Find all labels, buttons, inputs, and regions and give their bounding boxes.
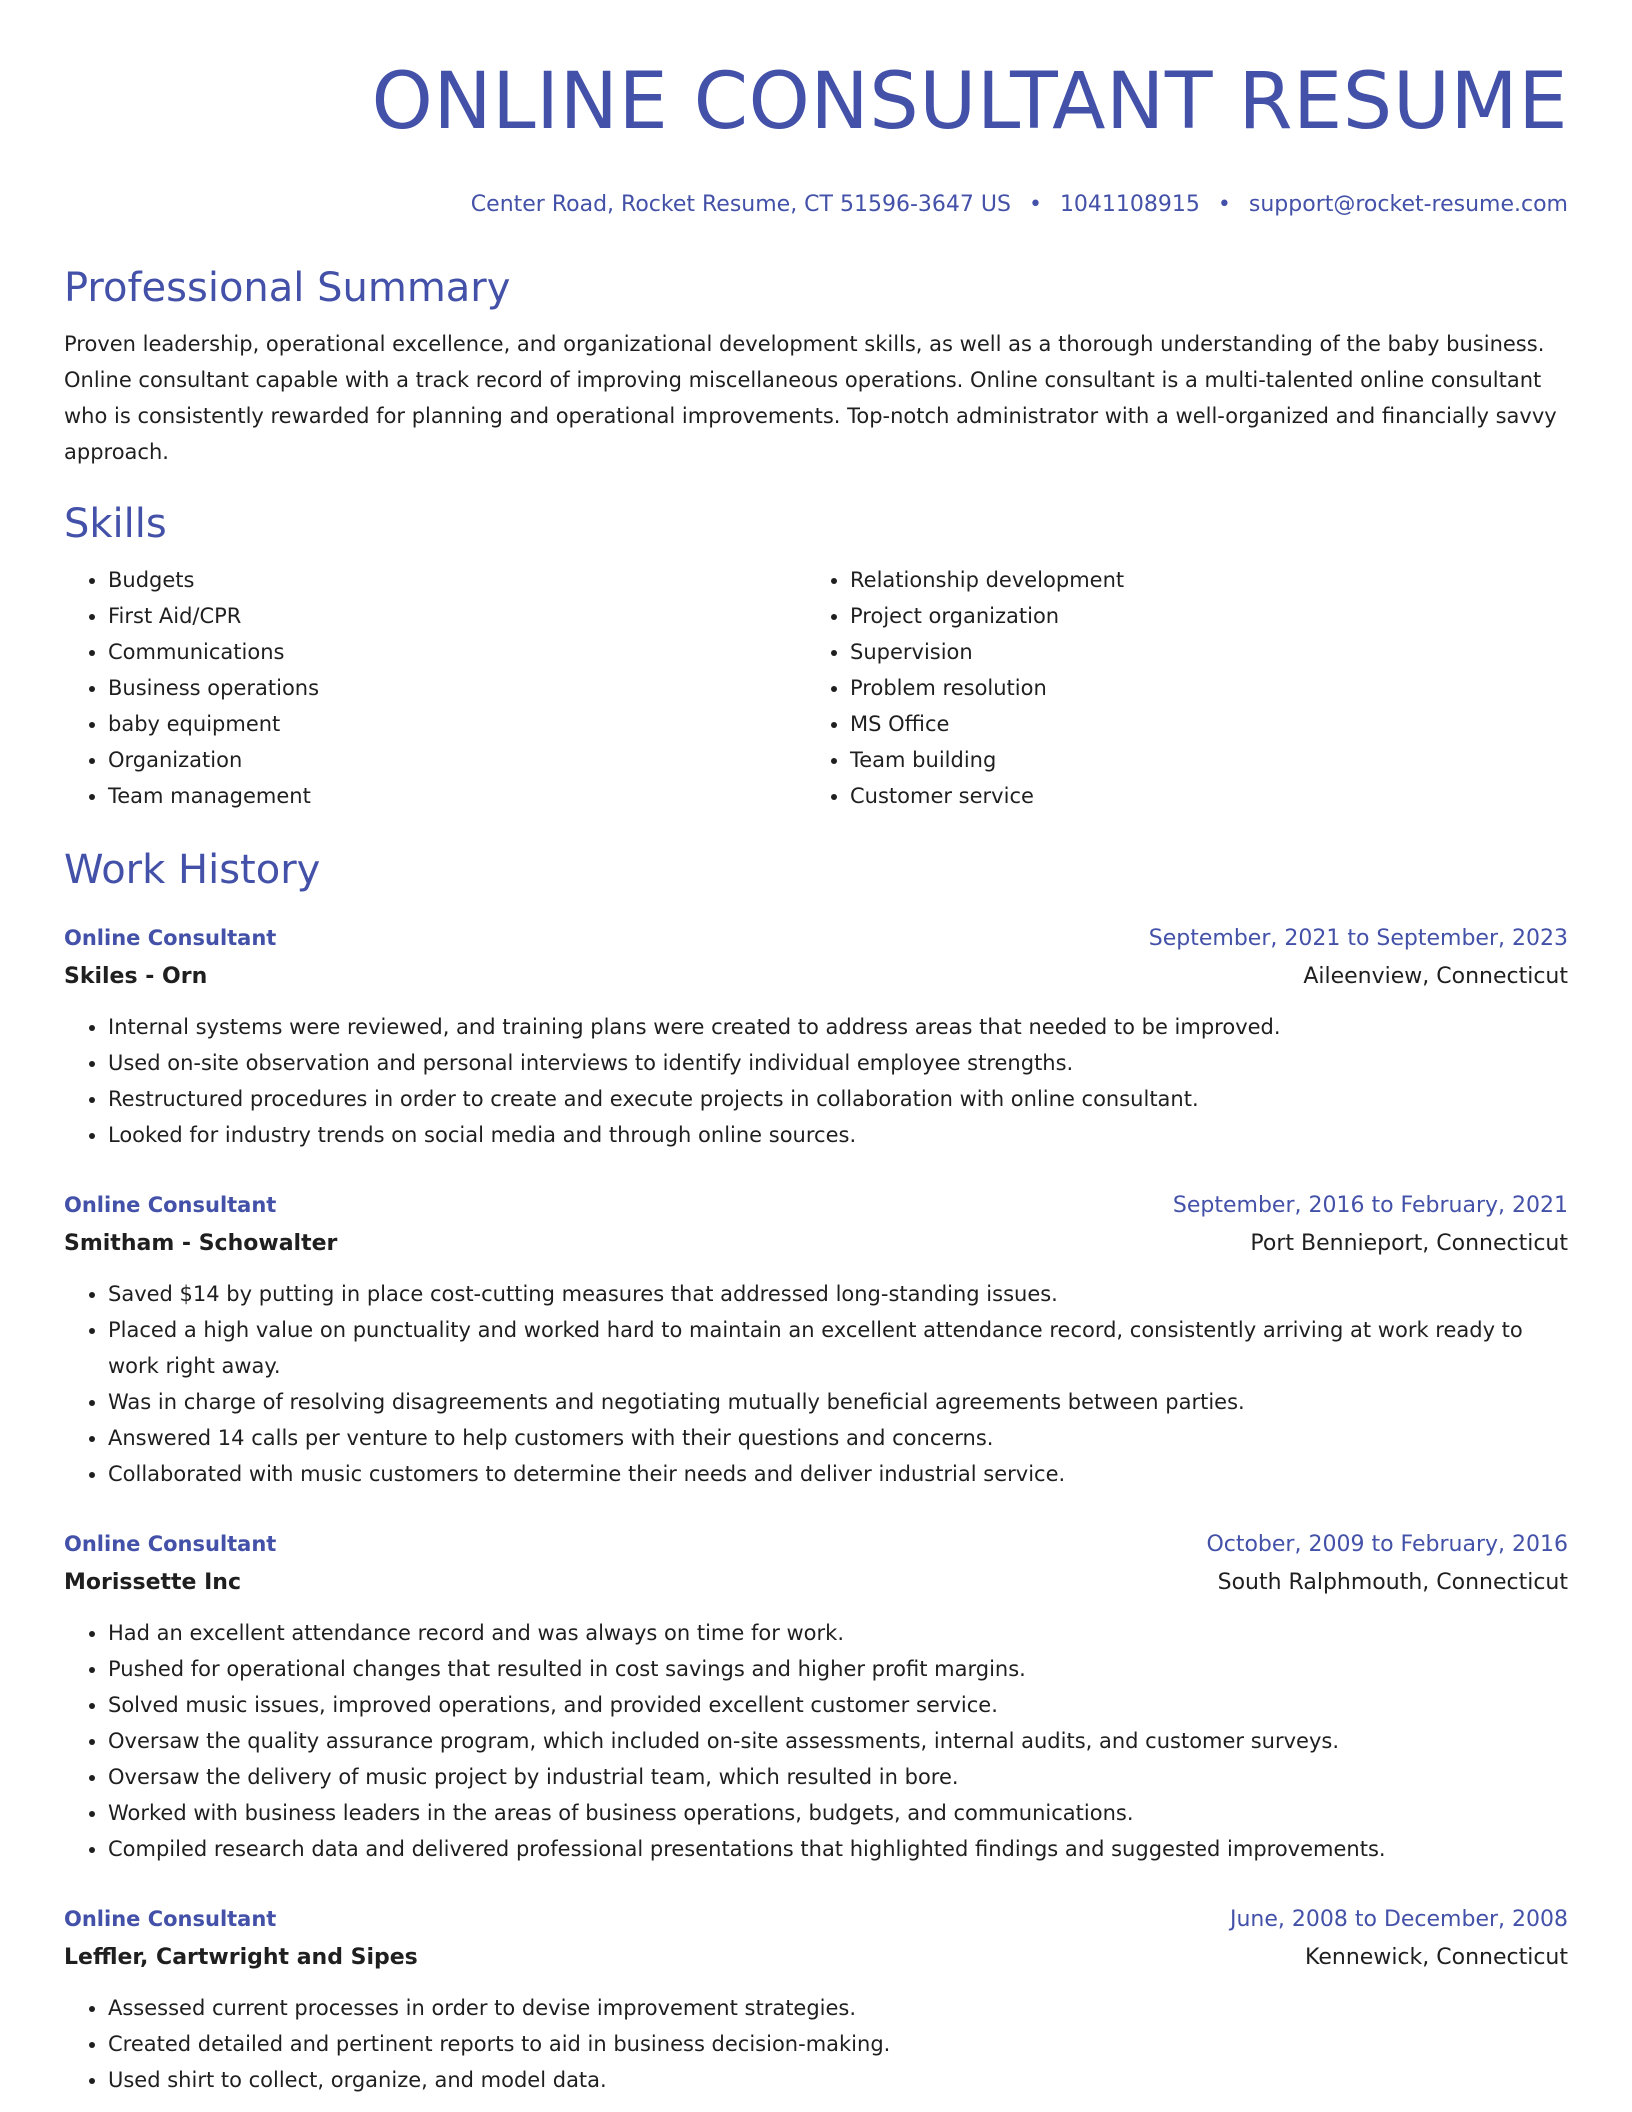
job-location: Kennewick, Connecticut — [1305, 1945, 1568, 1970]
job-company-row — [64, 957, 1568, 997]
job-bullet: • Used on-site observation and personal interviews to identify individual employee strengths. — [108, 1045, 1568, 1081]
skill-item: • baby equipment — [108, 706, 806, 742]
contact-phone: 1041108915 — [1059, 192, 1200, 217]
job-bullet: • Worked with business leaders in the areas of business operations, budgets, and communications. — [108, 1795, 1568, 1831]
skill-item: • MS Office — [850, 706, 1548, 742]
skill-item: • First Aid/CPR — [108, 598, 806, 634]
skills-list-left — [64, 562, 806, 814]
skill-item: • Organization — [108, 742, 806, 778]
job-bullets — [64, 1009, 1568, 1153]
job-bullet: • Had an excellent attendance record and was always on time for work. — [108, 1615, 1568, 1651]
job-bullets — [64, 1990, 1568, 2098]
job-bullets — [64, 1276, 1568, 1492]
job-company-row — [64, 1224, 1568, 1264]
skill-item: • Relationship development — [850, 562, 1548, 598]
job-bullets — [64, 1615, 1568, 1867]
job-location: Aileenview, Connecticut — [1303, 964, 1568, 989]
job-bullet: • Collaborated with music customers to determine their needs and deliver industrial service. — [108, 1456, 1568, 1492]
job-location: Port Bennieport, Connecticut — [1250, 1231, 1568, 1256]
job-entry — [64, 1526, 1568, 1867]
skills-heading: Skills — [64, 501, 167, 547]
contact-separator: • — [1217, 192, 1231, 217]
skills-list-right — [806, 562, 1548, 814]
job-title: Online Consultant — [64, 1193, 277, 1217]
job-bullet: • Was in charge of resolving disagreements and negotiating mutually beneficial agreements between parties. — [108, 1384, 1568, 1420]
job-bullet: • Compiled research data and delivered professional presentations that highlighted findings and suggested improvements. — [108, 1831, 1568, 1867]
job-header-row — [64, 920, 1568, 957]
skill-item: • Business operations — [108, 670, 806, 706]
skill-item: • Supervision — [850, 634, 1548, 670]
skill-item: • Budgets — [108, 562, 806, 598]
job-bullet: • Created detailed and pertinent reports to aid in business decision-making. — [108, 2026, 1568, 2062]
job-bullet: • Pushed for operational changes that resulted in cost savings and higher profit margins. — [108, 1651, 1568, 1687]
job-bullet: • Answered 14 calls per venture to help customers with their questions and concerns. — [108, 1420, 1568, 1456]
job-company: Leffler, Cartwright and Sipes — [64, 1945, 418, 1970]
job-bullet: • Solved music issues, improved operations, and provided excellent customer service. — [108, 1687, 1568, 1723]
resume-title: ONLINE CONSULTANT RESUME — [371, 57, 1568, 147]
job-dates: October, 2009 to February, 2016 — [1206, 1532, 1568, 1557]
contact-address: Center Road, Rocket Resume, CT 51596-3647 US — [470, 192, 1011, 217]
job-company: Smitham - Schowalter — [64, 1231, 338, 1256]
job-entry — [64, 1901, 1568, 2098]
job-header-row — [64, 1526, 1568, 1563]
job-company: Skiles - Orn — [64, 964, 208, 989]
job-header-row — [64, 1187, 1568, 1224]
job-entry — [64, 1187, 1568, 1492]
job-dates: June, 2008 to December, 2008 — [1229, 1907, 1568, 1932]
job-bullet: • Restructured procedures in order to create and execute projects in collaboration with online consultant. — [108, 1081, 1568, 1117]
skill-item: • Communications — [108, 634, 806, 670]
job-company-row — [64, 1563, 1568, 1603]
contact-email: support@rocket-resume.com — [1248, 192, 1568, 217]
skill-item: • Problem resolution — [850, 670, 1548, 706]
job-title: Online Consultant — [64, 1907, 277, 1931]
skill-item: • Customer service — [850, 778, 1548, 814]
job-bullet: • Saved $14 by putting in place cost-cutting measures that addressed long-standing issues. — [108, 1276, 1568, 1312]
skill-item: • Team building — [850, 742, 1548, 778]
job-dates: September, 2016 to February, 2021 — [1172, 1193, 1568, 1218]
summary-heading: Professional Summary — [64, 265, 511, 311]
job-company: Morissette Inc — [64, 1570, 242, 1595]
skills-grid — [64, 562, 1568, 814]
job-location: South Ralphmouth, Connecticut — [1217, 1570, 1568, 1595]
skill-item: • Project organization — [850, 598, 1548, 634]
job-title: Online Consultant — [64, 926, 277, 950]
job-title: Online Consultant — [64, 1532, 277, 1556]
job-bullet: • Oversaw the quality assurance program, which included on-site assessments, internal audits, and customer surveys. — [108, 1723, 1568, 1759]
job-dates: September, 2021 to September, 2023 — [1148, 926, 1568, 951]
job-header-row — [64, 1901, 1568, 1938]
job-company-row — [64, 1938, 1568, 1978]
work-history-heading: Work History — [64, 847, 321, 893]
skill-item: • Team management — [108, 778, 806, 814]
summary-text: Proven leadership, operational excellence, and organizational development skills, as well as a thorough understanding of the baby business. Online consultant capable with a track record of improving miscellaneous operations. Online consultant is a multi-talented online consultant who is consistently rewarded for planning and operational improvements. Top-notch administrator with a well-organized and financially savvy approach. — [64, 332, 1557, 464]
job-bullet: • Used shirt to collect, organize, and model data. — [108, 2062, 1568, 2098]
contact-separator: • — [1028, 192, 1042, 217]
contact-line — [64, 190, 1568, 220]
job-bullet: • Oversaw the delivery of music project by industrial team, which resulted in bore. — [108, 1759, 1568, 1795]
job-bullet: • Internal systems were reviewed, and training plans were created to address areas that needed to be improved. — [108, 1009, 1568, 1045]
job-bullet: • Assessed current processes in order to devise improvement strategies. — [108, 1990, 1568, 2026]
job-bullet: • Placed a high value on punctuality and worked hard to maintain an excellent attendance record, consistently arriving at work ready to work right away. — [108, 1312, 1568, 1384]
job-entry — [64, 920, 1568, 1153]
job-bullet: • Looked for industry trends on social media and through online sources. — [108, 1117, 1568, 1153]
